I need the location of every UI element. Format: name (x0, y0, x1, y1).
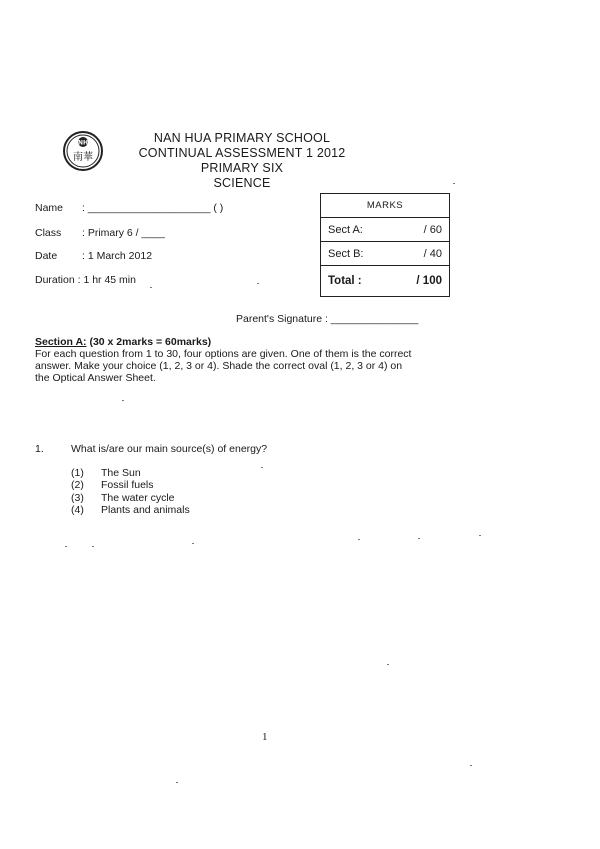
option-1[interactable] (71, 467, 190, 479)
option-text: The Sun (101, 467, 141, 479)
scan-speck (65, 546, 67, 547)
option-text: Plants and animals (101, 503, 190, 516)
marks-value: / 60 (423, 223, 442, 236)
section-a-instructions (35, 348, 455, 384)
marks-label: Sect B: (328, 247, 364, 260)
name-field[interactable]: : _____________________ ( ) (82, 202, 224, 214)
instruction-line: For each question from 1 to 30, four options are given. One of them is the correct (35, 348, 412, 360)
class-field[interactable]: : Primary 6 / ____ (82, 227, 165, 239)
scan-speck (257, 283, 259, 284)
question-text: What is/are our main source(s) of energy? (71, 443, 268, 455)
scan-speck (150, 287, 152, 288)
scan-speck (479, 535, 481, 536)
scan-speck (387, 664, 389, 665)
marks-box (320, 193, 450, 297)
option-number: (3) (71, 491, 84, 504)
subject-title: SCIENCE (213, 176, 271, 190)
duration-label: Duration : 1 hr 45 min (35, 274, 136, 286)
page-number: 1 (262, 731, 268, 743)
option-text: The water cycle (101, 491, 175, 504)
scan-speck (176, 782, 178, 783)
scan-speck (261, 467, 263, 468)
logo-monogram: NH (77, 139, 89, 147)
total-value: / 100 (416, 275, 442, 287)
school-crest-icon (62, 130, 104, 172)
marks-value: / 40 (423, 247, 442, 260)
scan-speck (192, 543, 194, 544)
level-title: PRIMARY SIX (200, 161, 284, 175)
marks-title: MARKS (366, 200, 404, 211)
section-a-marks: (30 x 2marks = 60marks) (86, 336, 212, 348)
scan-speck (418, 538, 420, 539)
option-number: (2) (71, 479, 84, 492)
option-text: Fossil fuels (101, 479, 154, 492)
marks-label: Sect A: (328, 223, 363, 236)
option-4[interactable] (71, 504, 190, 516)
parent-signature-field[interactable]: Parent's Signature : _______________ (236, 313, 419, 325)
name-label: Name (35, 202, 64, 214)
school-logo (62, 130, 104, 172)
scan-speck (453, 183, 455, 184)
option-number: (4) (71, 503, 84, 516)
school-name: NAN HUA PRIMARY SCHOOL (153, 131, 331, 145)
assessment-title: CONTINUAL ASSESSMENT 1 2012 (138, 146, 346, 160)
class-label: Class (35, 227, 62, 239)
option-2[interactable] (71, 479, 190, 491)
marks-row-sect-b (321, 241, 449, 265)
section-a-label: Section A: (35, 336, 87, 348)
instruction-line: the Optical Answer Sheet. (35, 372, 156, 384)
date-value: : 1 March 2012 (82, 250, 153, 262)
option-3[interactable] (71, 492, 190, 504)
total-label: Total : (328, 275, 362, 287)
scan-speck (122, 400, 124, 401)
section-a-title (35, 336, 211, 348)
question-options (71, 467, 190, 516)
logo-text: 南華 (73, 152, 93, 163)
date-label: Date (35, 250, 58, 262)
scan-speck (358, 539, 360, 540)
marks-row-total (321, 265, 449, 296)
option-number: (1) (71, 467, 84, 479)
instruction-line: answer. Make your choice (1, 2, 3 or 4). Shade the correct oval (1, 2, 3 or 4) on (35, 360, 403, 372)
scan-speck (470, 765, 472, 766)
question-number: 1. (35, 443, 44, 455)
scan-speck (92, 546, 94, 547)
marks-row-sect-a (321, 217, 449, 241)
